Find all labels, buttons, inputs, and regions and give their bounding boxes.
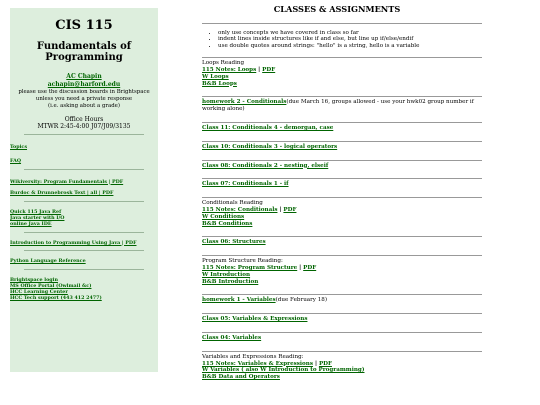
loops-notes-link[interactable]: 115 Notes: Loops	[202, 67, 257, 74]
java-starter-link[interactable]: Java starter with I/O	[10, 214, 65, 221]
section-heading: Program Structure Reading:	[202, 258, 283, 265]
brightspace-link[interactable]: Brightspace login	[10, 277, 58, 284]
tech-support-link[interactable]: HCC Tech support (443 412 2477)	[10, 294, 102, 301]
class-06-link[interactable]: Class 06: Structures	[202, 239, 266, 246]
w-variables-link[interactable]: W Variables ( also W Introduction to Programming)	[202, 367, 365, 374]
links-group-topics	[10, 145, 158, 165]
email-link[interactable]: achapin@harford.edu	[47, 81, 121, 88]
main-content	[202, 0, 492, 381]
bb-data-link[interactable]: B&B Data and Operators	[202, 374, 280, 381]
links-group-intro	[10, 241, 158, 247]
conditionals-reading-section: Conditionals Reading 115 Notes: Conditionals | PDF W Conditions B&B Conditions	[202, 197, 482, 236]
homework-2-link[interactable]: homework 2 - Conditionals	[202, 99, 287, 106]
class-05-section	[202, 313, 482, 332]
notes-section	[202, 23, 482, 57]
class-06-section	[202, 236, 482, 255]
bb-loops-link[interactable]: B&B Loops	[202, 80, 237, 87]
homework-1-section	[202, 294, 482, 313]
class-07-link[interactable]: Class 07: Conditionals 1 - if	[202, 181, 289, 188]
bb-conditions-link[interactable]: B&B Conditions	[202, 220, 253, 227]
class-04-section	[202, 332, 482, 351]
java-ide-link[interactable]: online Java IDE	[10, 220, 52, 227]
class-05-link[interactable]: Class 05: Variables & Expressions	[202, 316, 308, 323]
page-title: CLASSES & ASSIGNMENTS	[273, 4, 401, 14]
homework-1-note: (due February 18)	[275, 297, 328, 304]
section-heading: Loops Reading	[202, 60, 245, 67]
loops-pdf-link[interactable]: PDF	[262, 67, 276, 74]
homework-1-link[interactable]: homework 1 - Variables	[202, 297, 276, 304]
class-08-link[interactable]: Class 08: Conditionals 2 - nesting, elseif	[202, 162, 329, 169]
class-10-section	[202, 141, 482, 160]
contact-block	[10, 73, 158, 130]
class-08-section	[202, 160, 482, 179]
w-loops-link[interactable]: W Loops	[202, 73, 229, 80]
note-item: • indent lines inside structures like if and else, but line up if/else/endif	[218, 36, 482, 42]
instructor-link[interactable]: AC Chapin	[66, 73, 102, 80]
program-structure-notes-link[interactable]: 115 Notes: Program Structure	[202, 264, 298, 271]
conditionals-pdf-link[interactable]: PDF	[283, 206, 297, 213]
section-heading: Conditionals Reading	[202, 200, 263, 207]
links-group-java	[10, 210, 158, 227]
class-04-link[interactable]: Class 04: Variables	[202, 334, 262, 341]
class-07-section	[202, 178, 482, 197]
note-item: • only use concepts we have covered in class so far	[218, 30, 482, 36]
course-title: Fundamentals of Programming	[36, 41, 132, 63]
topics-link[interactable]: Topics	[10, 144, 28, 150]
section-heading: Variables and Expressions Reading:	[202, 353, 304, 360]
class-11-section	[202, 122, 482, 141]
program-structure-reading-section: Program Structure Reading: 115 Notes: Program Structure | PDF W Introduction B&B Introduction	[202, 255, 482, 294]
program-structure-pdf-link[interactable]: PDF	[303, 264, 317, 271]
w-introduction-link[interactable]: W Introduction	[202, 271, 251, 278]
loops-reading-section: Loops Reading 115 Notes: Loops | PDF W Loops B&B Loops	[202, 57, 482, 96]
sidebar	[10, 8, 158, 372]
java-ref-link[interactable]: Quick 115 Java Ref	[10, 209, 62, 216]
intro-java-link[interactable]: Introduction to Programming Using Java | PDF	[10, 239, 137, 246]
contact-line: please use the discussion boards in Brightspace	[18, 89, 150, 95]
divider	[24, 232, 144, 233]
divider	[24, 169, 144, 170]
wikiversity-link[interactable]: Wikiversity: Program Fundamentals | PDF	[10, 178, 124, 185]
bb-introduction-link[interactable]: B&B Introduction	[202, 278, 259, 285]
homework-2-section	[202, 96, 482, 122]
contact-line: (i.e. asking about a grade)	[48, 103, 120, 109]
office-hours: MTWR 2:45-4:00 J07/J09/3135	[37, 123, 131, 130]
divider	[24, 134, 144, 135]
w-conditions-link[interactable]: W Conditions	[202, 213, 245, 220]
divider	[24, 250, 144, 251]
variables-pdf-link[interactable]: PDF	[318, 360, 332, 367]
course-code: CIS 115	[55, 18, 113, 33]
class-11-link[interactable]: Class 11: Conditionals 4 - demorgan, case	[202, 125, 334, 131]
divider	[24, 269, 144, 270]
divider	[24, 201, 144, 202]
links-group-texts	[10, 180, 158, 198]
learning-center-link[interactable]: HCC Learning Center	[10, 288, 68, 295]
python-ref-link[interactable]: Python Language Reference	[10, 258, 86, 265]
faq-link[interactable]: FAQ	[10, 157, 22, 164]
note-item: • use double quotes around strings: "hello" is a string, hello is a variable	[218, 43, 482, 49]
variables-notes-link[interactable]: 115 Notes: Variables & Expressions	[202, 360, 313, 367]
links-group-portals	[10, 278, 158, 301]
links-group-python	[10, 259, 158, 265]
variables-reading-section: Variables and Expressions Reading: 115 Notes: Variables & Expressions | PDF W Variables ( also W Introduction to Programming) B&B Data and Operators	[202, 351, 482, 381]
class-10-link[interactable]: Class 10: Conditionals 3 - logical operators	[202, 143, 338, 150]
contact-line: unless you need a private response	[35, 96, 133, 102]
office-hours-label: Office Hours	[64, 116, 104, 123]
conditionals-notes-link[interactable]: 115 Notes: Conditionals	[202, 206, 278, 213]
homework-2-note: (due March 16, groups allowed - use your hwk02 group number if working alone)	[202, 99, 474, 113]
burdoc-link[interactable]: Burdoc & Drunnebrosk Text | all | PDF	[10, 190, 114, 197]
office-portal-link[interactable]: MS Office Portal (Owlmail &c)	[10, 282, 92, 289]
